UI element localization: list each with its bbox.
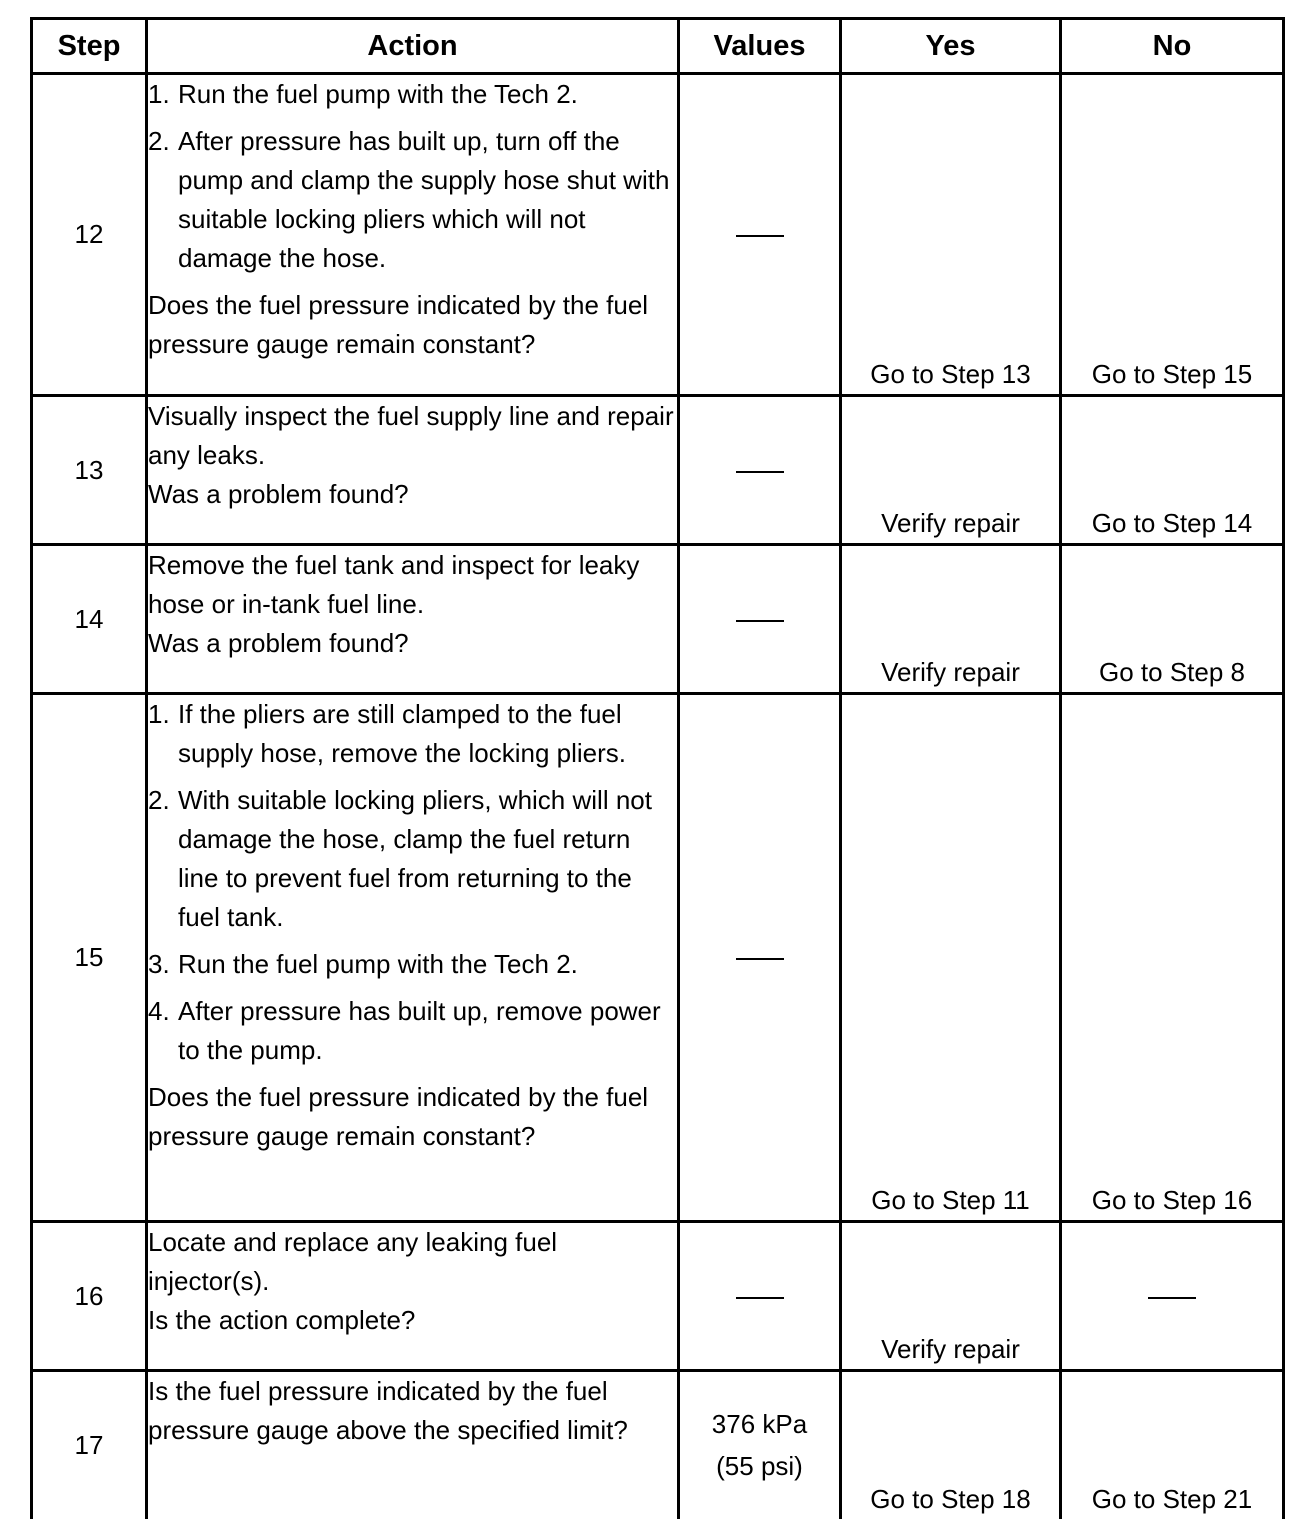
em-dash	[1148, 1297, 1196, 1299]
action-question: Is the action complete?	[148, 1305, 416, 1335]
em-dash	[736, 620, 784, 622]
no-result: Go to Step 16	[1061, 694, 1284, 1222]
action-cell	[147, 694, 679, 1222]
no-result	[1061, 1222, 1284, 1371]
action-step-number: 3.	[148, 949, 170, 979]
action-cell	[147, 396, 679, 545]
action-step-text: Run the fuel pump with the Tech 2.	[178, 949, 578, 979]
yes-result: Go to Step 18	[841, 1371, 1061, 1519]
step-number: 14	[32, 545, 147, 694]
em-dash	[736, 958, 784, 960]
diagnostic-table-page	[30, 17, 1282, 1519]
header-yes: Yes	[841, 19, 1061, 74]
action-step-number: 2.	[148, 785, 170, 815]
yes-result: Verify repair	[841, 545, 1061, 694]
action-step-text: With suitable locking pliers, which will not damage the hose, clamp the fuel return line to prevent fuel from returning to the fuel tank.	[178, 785, 652, 932]
yes-result: Go to Step 13	[841, 74, 1061, 396]
header-step: Step	[32, 19, 147, 74]
header-row	[32, 19, 1284, 74]
action-cell	[147, 1222, 679, 1371]
action-step-number: 1.	[148, 79, 170, 109]
table-row-step-15	[32, 694, 1284, 1222]
header-action: Action	[147, 19, 679, 74]
action-step	[148, 122, 677, 278]
table-row-step-16	[32, 1222, 1284, 1371]
yes-result: Verify repair	[841, 396, 1061, 545]
action-step	[148, 75, 677, 114]
no-result: Go to Step 14	[1061, 396, 1284, 545]
action-step	[148, 695, 677, 773]
header-no: No	[1061, 19, 1284, 74]
step-number: 15	[32, 694, 147, 1222]
no-result: Go to Step 8	[1061, 545, 1284, 694]
step-number: 17	[32, 1371, 147, 1519]
action-step-text: Run the fuel pump with the Tech 2.	[178, 79, 578, 109]
action-question: Does the fuel pressure indicated by the fuel pressure gauge remain constant?	[148, 290, 649, 359]
action-step	[148, 992, 677, 1070]
values-cell	[679, 694, 841, 1222]
action-question: Is the fuel pressure indicated by the fuel pressure gauge above the specified limit?	[148, 1376, 628, 1445]
action-question: Does the fuel pressure indicated by the fuel pressure gauge remain constant?	[148, 1082, 649, 1151]
em-dash	[736, 471, 784, 473]
values-cell	[679, 545, 841, 694]
values-cell	[679, 396, 841, 545]
values-cell	[679, 1222, 841, 1371]
table-row-step-17	[32, 1371, 1284, 1519]
action-text: Visually inspect the fuel supply line and repair any leaks.	[148, 401, 674, 470]
action-step-text: After pressure has built up, turn off the pump and clamp the supply hose shut with suitable locking pliers which will not damage the hose.	[178, 126, 670, 273]
table-row-step-14	[32, 545, 1284, 694]
action-question: Was a problem found?	[148, 628, 409, 658]
header-values: Values	[679, 19, 841, 74]
action-cell	[147, 74, 679, 396]
no-result: Go to Step 15	[1061, 74, 1284, 396]
action-step-number: 2.	[148, 126, 170, 156]
table-row-step-12	[32, 74, 1284, 396]
step-number: 12	[32, 74, 147, 396]
action-steps	[148, 75, 677, 278]
action-question: Was a problem found?	[148, 479, 409, 509]
action-step	[148, 781, 677, 937]
yes-result: Go to Step 11	[841, 694, 1061, 1222]
action-step-text: If the pliers are still clamped to the fuel supply hose, remove the locking pliers.	[178, 699, 627, 768]
action-text: Remove the fuel tank and inspect for leaky hose or in-tank fuel line.	[148, 550, 640, 619]
no-result: Go to Step 21	[1061, 1371, 1284, 1519]
action-step	[148, 945, 677, 984]
action-step-number: 1.	[148, 699, 170, 729]
yes-result: Verify repair	[841, 1222, 1061, 1371]
values-pressure-psi: (55 psi)	[716, 1451, 803, 1482]
action-step-number: 4.	[148, 996, 170, 1026]
values-cell	[679, 74, 841, 396]
step-number: 13	[32, 396, 147, 545]
action-step-text: After pressure has built up, remove power to the pump.	[178, 996, 661, 1065]
values-cell	[679, 1371, 841, 1519]
diagnostic-table	[30, 17, 1285, 1519]
em-dash	[736, 1297, 784, 1299]
action-cell	[147, 545, 679, 694]
step-number: 16	[32, 1222, 147, 1371]
values-pressure-kpa: 376 kPa	[711, 1409, 808, 1440]
table-row-step-13	[32, 396, 1284, 545]
action-cell	[147, 1371, 679, 1519]
action-steps	[148, 695, 677, 1070]
action-text: Locate and replace any leaking fuel injector(s).	[148, 1227, 558, 1296]
em-dash	[736, 235, 784, 237]
